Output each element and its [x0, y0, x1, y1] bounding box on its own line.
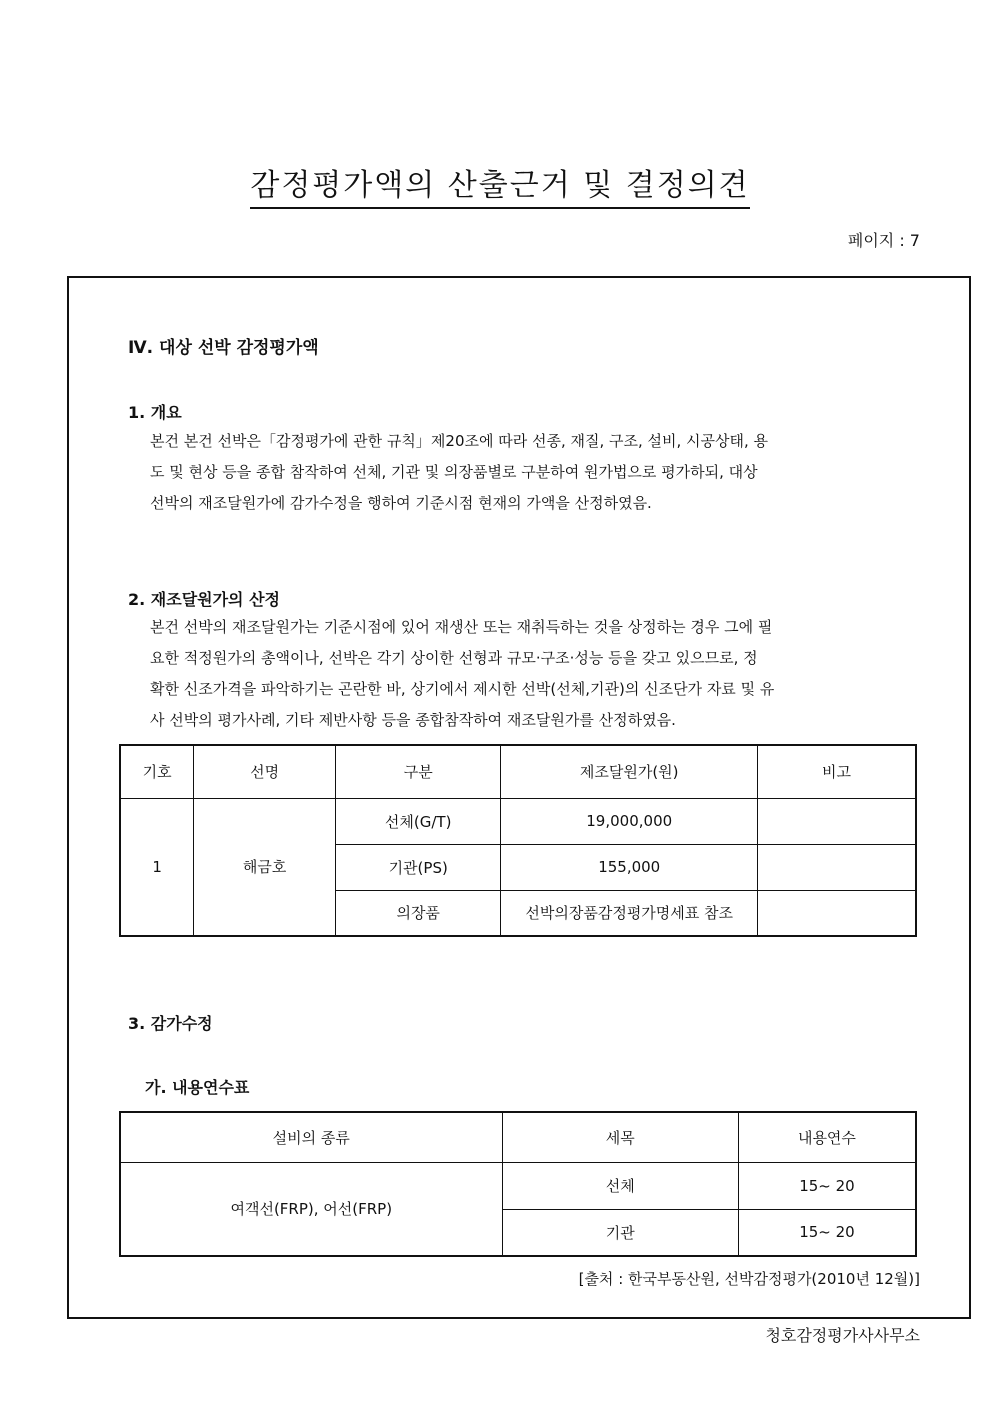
header-cell: 제조달원가(원)	[501, 745, 757, 798]
note-cell	[757, 844, 916, 890]
overview-line: 본건 본건 선박은「감정평가에 관한 규칙」제20조에 따라 선종, 재질, 구조, 설비, 시공상태, 용	[150, 432, 769, 450]
header-cell: 내용연수	[738, 1112, 916, 1162]
ship-name-cell: 해금호	[194, 798, 336, 936]
cost-cell: 19,000,000	[501, 798, 757, 844]
header-cell: 설비의 종류	[120, 1112, 502, 1162]
overview-paragraph	[150, 426, 920, 519]
overview-heading: 1. 개요	[128, 403, 182, 422]
category-cell: 기관(PS)	[335, 844, 501, 890]
useful-life-table	[119, 1111, 917, 1257]
header-cell: 구분	[335, 745, 501, 798]
replacement-paragraph	[150, 612, 920, 736]
replacement-cost-table	[119, 744, 917, 937]
table-row	[120, 798, 916, 844]
header-cell: 비고	[757, 745, 916, 798]
replacement-line: 요한 적정원가의 총액이나, 선박은 각기 상이한 선형과 규모·구조·성능 등을 갖고 있으므로, 정	[150, 649, 758, 667]
section-title: Ⅳ. 대상 선박 감정평가액	[128, 338, 319, 358]
replacement-line: 확한 신조가격을 파악하기는 곤란한 바, 상기에서 제시한 선박(선체,기관)의 신조단가 자료 및 유	[150, 680, 775, 698]
item-cell: 기관	[502, 1209, 738, 1256]
note-cell	[757, 890, 916, 936]
life-cell: 15~ 20	[738, 1162, 916, 1209]
replacement-line: 본건 선박의 재조달원가는 기준시점에 있어 재생산 또는 재취득하는 것을 상정하는 경우 그에 필	[150, 618, 773, 636]
table-header-row	[120, 1112, 916, 1162]
replacement-line: 사 선박의 평가사례, 기타 제반사항 등을 종합참작하여 재조달원가를 산정하였음.	[150, 711, 676, 729]
table-header-row	[120, 745, 916, 798]
useful-life-subheading: 가. 내용연수표	[145, 1078, 250, 1097]
equipment-cell: 여객선(FRP), 어선(FRP)	[120, 1162, 502, 1256]
cost-cell: 155,000	[501, 844, 757, 890]
source-note: [출처 : 한국부동산원, 선박감정평가(2010년 12월)]	[578, 1270, 920, 1288]
note-cell	[757, 798, 916, 844]
cost-cell: 선박의장품감정평가명세표 참조	[501, 890, 757, 936]
overview-line: 선박의 재조달원가에 감가수정을 행하여 기준시점 현재의 가액을 산정하였음.	[150, 494, 652, 512]
office-name: 청호감정평가사사무소	[765, 1326, 920, 1345]
document-title	[0, 160, 1000, 204]
life-cell: 15~ 20	[738, 1209, 916, 1256]
item-cell: 선체	[502, 1162, 738, 1209]
header-cell: 세목	[502, 1112, 738, 1162]
category-cell: 선체(G/T)	[335, 798, 501, 844]
page-number: 페이지 : 7	[847, 231, 920, 250]
document-title-text: 감정평가액의 산출근거 및 결정의견	[250, 168, 749, 209]
depreciation-heading: 3. 감가수정	[128, 1014, 213, 1033]
header-cell: 기호	[120, 745, 194, 798]
table-row	[120, 1162, 916, 1209]
category-cell: 의장품	[335, 890, 501, 936]
header-cell: 선명	[194, 745, 336, 798]
overview-line: 도 및 현상 등을 종합 참작하여 선체, 기관 및 의장품별로 구분하여 원가법으로 평가하되, 대상	[150, 463, 758, 481]
replacement-heading: 2. 재조달원가의 산정	[128, 590, 280, 609]
symbol-cell: 1	[120, 798, 194, 936]
